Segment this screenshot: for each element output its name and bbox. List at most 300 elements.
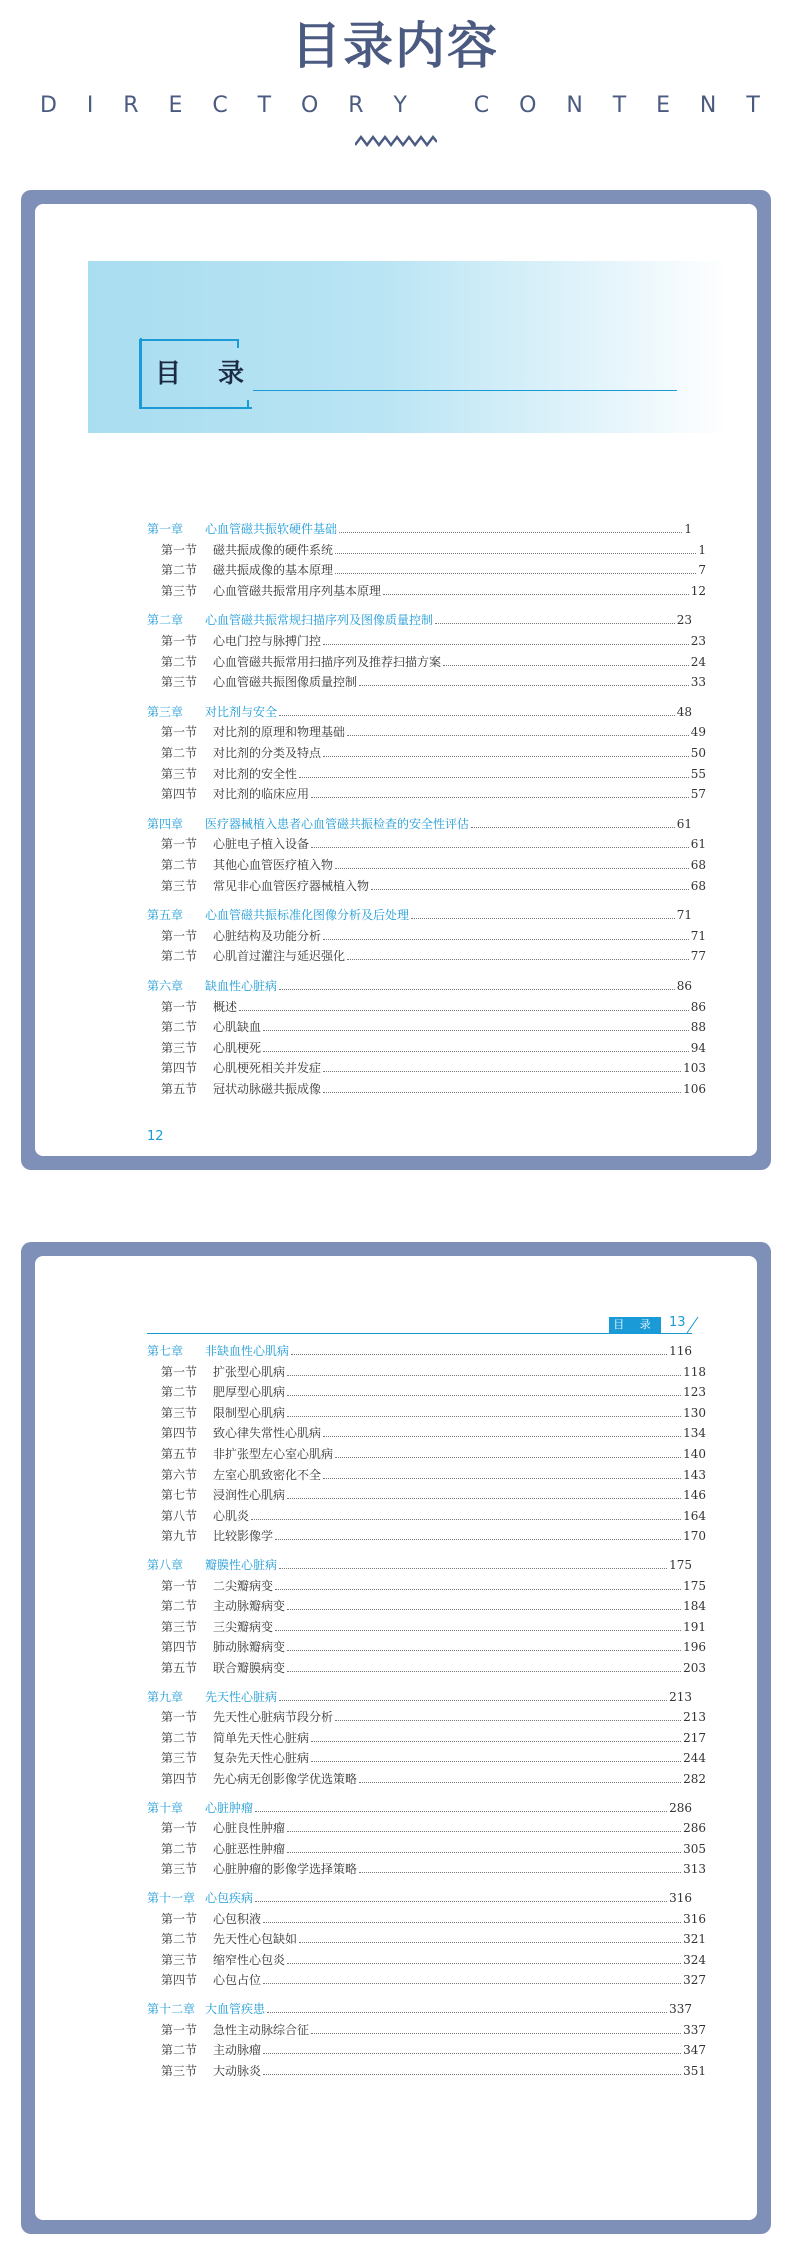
- dot-leader: [471, 827, 675, 828]
- dot-leader: [359, 1872, 681, 1873]
- chapter-row: [147, 700, 692, 720]
- chapter-number: 第七章: [147, 1344, 184, 1358]
- section-row: [147, 1524, 706, 1544]
- subtitle-letter: I: [86, 93, 94, 118]
- page-number: 12: [147, 1129, 164, 1144]
- page-ref: 23: [676, 613, 692, 628]
- page-ref: 57: [690, 787, 706, 802]
- dot-leader: [323, 939, 689, 940]
- page-ref: 316: [683, 1911, 706, 1926]
- dot-leader: [263, 1051, 689, 1052]
- dot-leader: [275, 1589, 681, 1590]
- section-row: [147, 1056, 706, 1076]
- dot-leader: [311, 797, 689, 798]
- section-row: [147, 579, 706, 599]
- section-title: 联合瓣膜病变: [213, 1661, 286, 1675]
- section-row: [147, 1421, 706, 1441]
- section-number: 第三节: [161, 1405, 198, 1420]
- subtitle-letter: T: [612, 93, 627, 118]
- page-ref: 86: [676, 979, 692, 993]
- section-row: [147, 538, 706, 558]
- section-number: 第一节: [161, 928, 198, 943]
- section-number: 第五节: [161, 1082, 198, 1096]
- section-number: 第七节: [161, 1488, 198, 1503]
- dot-leader: [311, 2033, 681, 2034]
- section-row: [147, 650, 706, 670]
- section-row: [147, 762, 706, 782]
- section-title: 心肌首过灌注与延迟强化: [213, 949, 346, 964]
- section-row: [147, 1656, 706, 1676]
- section-row: [147, 1726, 706, 1746]
- section-title: 左室心肌致密化不全: [213, 1467, 322, 1482]
- chapter-title: 先天性心脏病: [205, 1689, 278, 1704]
- page-ref: 106: [683, 1082, 706, 1096]
- section-row: [147, 1077, 706, 1097]
- chapter-title: 缺血性心脏病: [205, 979, 278, 993]
- section-row: [147, 874, 706, 894]
- chapter-number: 第十二章: [147, 2002, 196, 2016]
- dot-leader: [335, 573, 696, 574]
- chapter-row: [147, 1796, 692, 1816]
- dot-leader: [287, 1395, 681, 1396]
- chapter-title: 瓣膜性心脏病: [205, 1558, 278, 1572]
- chapter-number: 第八章: [147, 1558, 184, 1572]
- dot-leader: [263, 1983, 681, 1984]
- wave-divider-icon: [355, 134, 437, 148]
- page-ref: 146: [683, 1488, 706, 1503]
- section-title: 致心律失常性心肌病: [213, 1426, 322, 1441]
- section-row: [147, 832, 706, 852]
- section-title: 三尖瓣病变: [213, 1619, 274, 1634]
- section-number: 第二节: [161, 1599, 198, 1614]
- section-number: 第二节: [161, 1841, 198, 1856]
- section-title: 对比剂的安全性: [213, 766, 298, 781]
- section-number: 第二节: [161, 1932, 198, 1947]
- dot-leader: [275, 1539, 681, 1540]
- subtitle-letter: R: [123, 93, 139, 118]
- toc-page-2: [35, 1256, 757, 2220]
- section-number: 第一节: [161, 837, 198, 852]
- section-row: [147, 558, 706, 578]
- subtitle-letter: T: [257, 93, 272, 118]
- section-title: 心肌梗死: [213, 1040, 262, 1055]
- section-title: 对比剂的分类及特点: [213, 746, 322, 760]
- page-title: 目录内容: [291, 17, 499, 75]
- dot-leader: [371, 889, 689, 890]
- section-title: 简单先天性心脏病: [213, 1730, 310, 1745]
- dot-leader: [279, 1700, 667, 1701]
- section-row: [147, 1837, 706, 1857]
- page-ref: 337: [669, 2002, 692, 2016]
- section-title: 复杂先天性心脏病: [213, 1751, 310, 1766]
- dot-leader: [311, 1741, 681, 1742]
- dot-leader: [287, 1609, 681, 1610]
- section-row: [147, 1635, 706, 1655]
- dot-leader: [287, 1831, 681, 1832]
- section-number: 第六节: [161, 1467, 198, 1482]
- section-number: 第一节: [161, 1578, 198, 1593]
- page-ref: 191: [683, 1619, 706, 1634]
- page-ref: 351: [683, 2063, 706, 2078]
- section-title: 心肌缺血: [213, 1020, 262, 1035]
- slash-decoration-icon: [685, 1316, 699, 1334]
- section-number: 第三节: [161, 878, 198, 893]
- page-ref: 12: [690, 583, 706, 598]
- section-number: 第一节: [161, 725, 198, 740]
- dot-leader: [287, 1963, 681, 1964]
- dot-leader: [267, 2012, 667, 2013]
- section-row: [147, 1816, 706, 1836]
- page-subtitle: [40, 92, 760, 120]
- page-ref: 68: [690, 858, 706, 872]
- dot-leader: [279, 715, 675, 716]
- chapter-row: [147, 974, 692, 994]
- chapter-row: [147, 1339, 692, 1359]
- section-title: 对比剂的原理和物理基础: [213, 725, 346, 740]
- section-title: 大动脉炎: [213, 2063, 262, 2078]
- chapter-row: [147, 517, 692, 537]
- section-row: [147, 1927, 706, 1947]
- page-ref: 337: [683, 2022, 706, 2037]
- section-title: 急性主动脉综合征: [213, 2022, 310, 2037]
- section-number: 第一节: [161, 542, 198, 557]
- dot-leader: [339, 532, 682, 533]
- chapter-number: 第五章: [147, 908, 184, 923]
- section-row: [147, 1504, 706, 1524]
- section-row: [147, 2018, 706, 2038]
- chapter-title: 心包疾病: [205, 1891, 254, 1905]
- chapter-row: [147, 1886, 692, 1906]
- section-row: [147, 1615, 706, 1635]
- section-title: 磁共振成像的基本原理: [213, 563, 334, 578]
- section-title: 心包占位: [213, 1973, 262, 1988]
- section-title: 心肌炎: [213, 1508, 250, 1523]
- subtitle-letter: C: [212, 93, 228, 118]
- dot-leader: [239, 1010, 689, 1011]
- dot-leader: [287, 1375, 681, 1376]
- subtitle-letter: E: [168, 93, 183, 118]
- chapter-number: 第四章: [147, 816, 184, 831]
- page-ref: 61: [676, 816, 692, 831]
- running-head-label: 目 录: [609, 1317, 661, 1333]
- section-row: [147, 629, 706, 649]
- subtitle-letter: C: [473, 93, 490, 118]
- section-row: [147, 670, 706, 690]
- section-number: 第八节: [161, 1508, 198, 1523]
- page-ref: 68: [690, 878, 706, 893]
- section-title: 比较影像学: [213, 1529, 274, 1544]
- subtitle-letter: T: [746, 93, 760, 118]
- section-title: 心脏肿瘤的影像学选择策略: [213, 1862, 358, 1877]
- dot-leader: [323, 644, 689, 645]
- chapter-title: 心脏肿瘤: [205, 1800, 254, 1815]
- toc-heading: 目 录: [155, 359, 259, 389]
- page-ref: 7: [698, 563, 706, 578]
- page-ref: 116: [669, 1344, 692, 1358]
- chapter-number: 第十章: [147, 1800, 184, 1815]
- section-title: 缩窄性心包炎: [213, 1952, 286, 1967]
- page-ref: 33: [690, 675, 706, 690]
- dot-leader: [311, 847, 689, 848]
- dot-leader: [299, 1942, 681, 1943]
- section-number: 第一节: [161, 1364, 198, 1379]
- subtitle-letter: [437, 92, 444, 120]
- section-title: 扩张型心肌病: [213, 1364, 286, 1379]
- section-row: [147, 853, 706, 873]
- chapter-title: 非缺血性心肌病: [205, 1344, 290, 1358]
- section-row: [147, 1594, 706, 1614]
- section-number: 第二节: [161, 1020, 198, 1035]
- section-row: [147, 1857, 706, 1877]
- page-ref: 118: [683, 1364, 706, 1379]
- section-number: 第三节: [161, 1952, 198, 1967]
- dot-leader: [335, 868, 689, 869]
- chapter-title: 医疗器械植入患者心血管磁共振检查的安全性评估: [205, 816, 470, 831]
- section-number: 第二节: [161, 563, 198, 578]
- page-ref: 1: [684, 522, 692, 536]
- section-row: [147, 1401, 706, 1421]
- page-ref: 203: [683, 1661, 706, 1675]
- section-number: 第二节: [161, 2043, 198, 2058]
- section-row: [147, 1483, 706, 1503]
- page-ref: 71: [690, 928, 706, 943]
- section-number: 第二节: [161, 949, 198, 964]
- page-ref: 134: [683, 1426, 706, 1441]
- section-title: 概述: [213, 999, 238, 1014]
- chapter-row: [147, 1553, 692, 1573]
- section-title: 肥厚型心肌病: [213, 1385, 286, 1400]
- dot-leader: [443, 665, 689, 666]
- section-row: [147, 1380, 706, 1400]
- page-ref: 77: [690, 949, 706, 964]
- page-ref: 164: [683, 1508, 706, 1523]
- section-number: 第四节: [161, 787, 198, 802]
- page-ref: 286: [683, 1821, 706, 1836]
- section-number: 第四节: [161, 1772, 198, 1786]
- section-number: 第五节: [161, 1447, 198, 1461]
- section-number: 第二节: [161, 1385, 198, 1400]
- page-ref: 71: [676, 908, 692, 923]
- section-title: 二尖瓣病变: [213, 1578, 274, 1593]
- section-row: [147, 741, 706, 761]
- section-row: [147, 1746, 706, 1766]
- section-title: 先心病无创影像学优选策略: [213, 1772, 358, 1786]
- dot-leader: [411, 918, 675, 919]
- dot-leader: [311, 1761, 681, 1762]
- section-row: [147, 1705, 706, 1725]
- dot-leader: [287, 1498, 681, 1499]
- dot-leader: [323, 1071, 681, 1072]
- dot-leader: [335, 1457, 681, 1458]
- page-ref: 347: [683, 2043, 706, 2058]
- page-ref: 140: [683, 1447, 706, 1461]
- section-title: 心脏恶性肿瘤: [213, 1841, 286, 1856]
- chapter-title: 大血管疾患: [205, 2002, 266, 2016]
- section-number: 第一节: [161, 999, 198, 1014]
- dot-leader: [335, 1720, 681, 1721]
- page-ref: 88: [690, 1020, 706, 1035]
- section-title: 先天性心包缺如: [213, 1932, 298, 1947]
- section-row: [147, 944, 706, 964]
- section-number: 第三节: [161, 1619, 198, 1634]
- page-ref: 175: [669, 1558, 692, 1572]
- section-row: [147, 2059, 706, 2079]
- dot-leader: [263, 2053, 681, 2054]
- section-number: 第一节: [161, 634, 198, 648]
- page-ref: 123: [683, 1385, 706, 1400]
- section-row: [147, 720, 706, 740]
- section-title: 常见非心血管医疗器械植入物: [213, 878, 370, 893]
- section-number: 第三节: [161, 583, 198, 598]
- section-title: 心脏良性肿瘤: [213, 1821, 286, 1836]
- subtitle-letter: O: [301, 93, 319, 118]
- chapter-row: [147, 812, 692, 832]
- section-title: 非扩张型左心室心肌病: [213, 1447, 334, 1461]
- dot-leader: [279, 989, 675, 990]
- running-head-rule: [147, 1333, 692, 1334]
- page-ref: 282: [683, 1772, 706, 1786]
- section-number: 第三节: [161, 675, 198, 690]
- section-number: 第一节: [161, 1911, 198, 1926]
- section-row: [147, 1907, 706, 1927]
- dot-leader: [323, 1478, 681, 1479]
- page-number: 13: [669, 1315, 686, 1330]
- dot-leader: [255, 1901, 667, 1902]
- dot-leader: [347, 959, 689, 960]
- section-title: 心血管磁共振常用序列基本原理: [213, 583, 382, 598]
- page-ref: 175: [683, 1578, 706, 1593]
- page-ref: 50: [690, 746, 706, 760]
- section-row: [147, 1463, 706, 1483]
- dot-leader: [287, 1671, 681, 1672]
- page-ref: 23: [690, 634, 706, 648]
- subtitle-letter: N: [699, 93, 717, 118]
- section-number: 第五节: [161, 1661, 198, 1675]
- page-ref: 55: [690, 766, 706, 781]
- section-number: 第一节: [161, 2022, 198, 2037]
- chapter-title: 心血管磁共振标准化图像分析及后处理: [205, 908, 410, 923]
- section-row: [147, 1574, 706, 1594]
- heading-rule: [253, 390, 677, 391]
- page-ref: 170: [683, 1529, 706, 1544]
- page-ref: 61: [690, 837, 706, 852]
- chapter-row: [147, 1997, 692, 2017]
- section-title: 肺动脉瓣病变: [213, 1640, 286, 1655]
- section-title: 心包积液: [213, 1911, 262, 1926]
- section-number: 第九节: [161, 1529, 198, 1544]
- subtitle-letter: N: [566, 93, 583, 118]
- dot-leader: [359, 1782, 681, 1783]
- section-title: 心肌梗死相关并发症: [213, 1061, 322, 1076]
- page-ref: 321: [683, 1932, 706, 1947]
- section-number: 第四节: [161, 1426, 198, 1441]
- chapter-number: 第六章: [147, 979, 184, 993]
- section-number: 第一节: [161, 1710, 198, 1725]
- chapter-number: 第九章: [147, 1689, 184, 1704]
- section-number: 第三节: [161, 2063, 198, 2078]
- section-title: 主动脉瘤: [213, 2043, 262, 2058]
- page-ref: 143: [683, 1467, 706, 1482]
- toc-page-1-frame: [21, 190, 771, 1170]
- chapter-title: 心血管磁共振常规扫描序列及图像质量控制: [205, 613, 434, 628]
- dot-leader: [263, 1030, 689, 1031]
- section-title: 心血管磁共振图像质量控制: [213, 675, 358, 690]
- section-row: [147, 2038, 706, 2058]
- dot-leader: [323, 756, 689, 757]
- page-ref: 213: [669, 1689, 692, 1704]
- toc-page-2-frame: [21, 1242, 771, 2234]
- chapter-title: 对比剂与安全: [205, 704, 278, 719]
- section-row: [147, 1015, 706, 1035]
- section-row: [147, 1360, 706, 1380]
- section-title: 限制型心肌病: [213, 1405, 286, 1420]
- dot-leader: [251, 1519, 681, 1520]
- section-number: 第三节: [161, 1040, 198, 1055]
- dot-leader: [359, 685, 689, 686]
- page-ref: 103: [683, 1061, 706, 1076]
- subtitle-letter: D: [40, 93, 57, 118]
- page-ref: 184: [683, 1599, 706, 1614]
- dot-leader: [279, 1568, 667, 1569]
- section-number: 第四节: [161, 1640, 198, 1655]
- section-number: 第一节: [161, 1821, 198, 1836]
- section-title: 心血管磁共振常用扫描序列及推荐扫描方案: [213, 654, 442, 669]
- section-row: [147, 782, 706, 802]
- dot-leader: [263, 1922, 681, 1923]
- section-title: 心脏结构及功能分析: [213, 928, 322, 943]
- chapter-number: 第二章: [147, 613, 184, 628]
- dot-leader: [255, 1811, 667, 1812]
- section-title: 先天性心脏病节段分析: [213, 1710, 334, 1725]
- chapter-row: [147, 608, 692, 628]
- page-ref: 1: [698, 542, 706, 557]
- section-number: 第二节: [161, 858, 198, 872]
- chapter-row: [147, 903, 692, 923]
- dot-leader: [435, 623, 675, 624]
- page-ref: 217: [683, 1730, 706, 1745]
- dot-leader: [323, 1436, 681, 1437]
- section-row: [147, 1442, 706, 1462]
- page-ref: 196: [683, 1640, 706, 1655]
- subtitle-letter: E: [656, 93, 670, 118]
- dot-leader: [263, 2074, 681, 2075]
- dot-leader: [347, 735, 689, 736]
- section-title: 浸润性心肌病: [213, 1488, 286, 1503]
- dot-leader: [323, 1092, 681, 1093]
- page-ref: 316: [669, 1891, 692, 1905]
- subtitle-letter: R: [348, 93, 364, 118]
- section-number: 第二节: [161, 746, 198, 760]
- chapter-number: 第三章: [147, 704, 184, 719]
- page-ref: 24: [690, 654, 706, 669]
- section-title: 磁共振成像的硬件系统: [213, 542, 334, 557]
- page-ref: 324: [683, 1952, 706, 1967]
- section-title: 心脏电子植入设备: [213, 837, 310, 852]
- dot-leader: [383, 594, 689, 595]
- section-title: 其他心血管医疗植入物: [213, 858, 334, 872]
- section-row: [147, 995, 706, 1015]
- chapter-number: 第十一章: [147, 1891, 196, 1905]
- dot-leader: [275, 1630, 681, 1631]
- chapter-number: 第一章: [147, 522, 184, 536]
- section-row: [147, 1948, 706, 1968]
- section-title: 对比剂的临床应用: [213, 787, 310, 802]
- dot-leader: [335, 553, 696, 554]
- chapter-row: [147, 1685, 692, 1705]
- dot-leader: [287, 1650, 681, 1651]
- subtitle-letter: O: [519, 93, 537, 118]
- subtitle-letter: Y: [393, 93, 407, 118]
